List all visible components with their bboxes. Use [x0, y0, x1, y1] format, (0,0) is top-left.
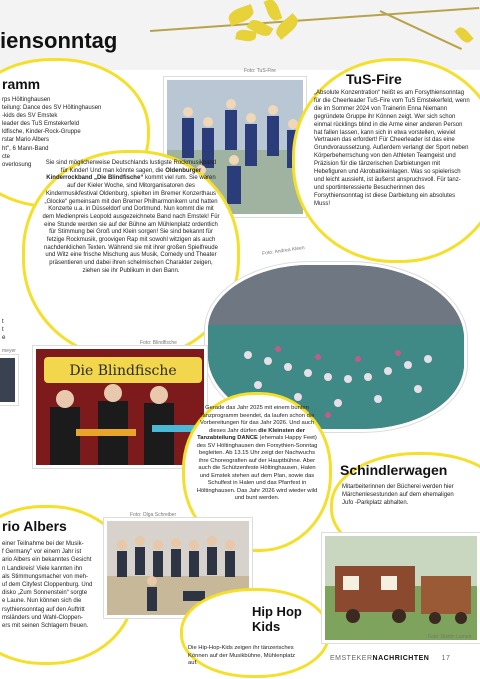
schindler-heading: Schindlerwagen [340, 462, 448, 478]
program-line: rstar Mario Albers [2, 137, 50, 144]
photo-credit: Foto: TuS-Fire [244, 68, 276, 74]
program-line: overlosung [2, 161, 32, 168]
blindfische-band-name: Oldenburger Kinderrockband „Die Blindfische“ [46, 167, 202, 182]
photo-credit: meyer [2, 348, 16, 354]
blossom-icon [235, 28, 257, 42]
page-footer [330, 655, 450, 662]
photo-credit: Foto: Blindfische [140, 340, 177, 346]
footer-brand-bold: NACHRICHTEN [372, 655, 430, 662]
dance-group-name: die Kleinsten der Tanzabteilung DANCE [197, 427, 306, 441]
tus-fire-text: „Absolute Konzentration“ heißt es am Forsythiensonntag für die Cheerleader TuS-Fire vom TuS Emstekerfeld, wenn die im Sommer 2024 von Trainerin Enna Niemann gegründete Gruppe ihr Können zeigt. Wer sich schon einmal rücklings blind in die Arme einer anderen Person hat fallen lassen, kann sich in etwa vorstellen, wieviel Vertrauen das erfordert! Für Cheerleader ist das eine Grundvoraussetzung. Außerdem verlangt der Sport neben Körperbeherrschung von den Athleten Teamgeist und Präzision für die tänzerischen Darbietungen mit Hebefiguren und Akrobatikeinlagen. Was so spielerisch und leicht aussieht, ist äußerst anspruchsvoll. Für tanz- und sportinteressierte Besucherinnen des Forsythiensonntag ist diese Darbietung ein absolutes Muss! [314, 90, 470, 207]
dance-text: Gerade das Jahr 2025 mit einem bunten Tanzprogramm beendet, da laufen schon die Vorbereitungen für das Jahr 2026. Und auch dieses Jahr dürfen die Kleinsten der Tanzabteilung DANCE (ehemals Happy Feet) des SV Höltinghausen den Forsythien-Sonntag begleiten. Ab 13.15 Uhr zeigt der Nachwuchs ihre Choreografien auf der Hauptbühne. Aber auch die Schützenfeste Höltinghausen, Halen und Emstek stehen auf dem Plan, sowie das Schulfest in Halen und das Pfarrfest in Höltinghausen. Das Jahr 2026 wird wieder wild und bunt werden. [196, 405, 318, 501]
hiphop-heading: Hip Hop Kids [252, 604, 302, 634]
branch-decoration [380, 10, 462, 50]
program-line: -kids des SV Emstek [2, 113, 58, 120]
branch-decoration [150, 7, 479, 32]
photo-credit: Foto: Martin Lamen [428, 634, 472, 640]
program-heading: ramm [2, 76, 41, 92]
mario-text: einer Teilnahme bei der Musik- f Germany" vor einem Jahr ist ario Albers ein bekanntes Gesicht n Landkreis! Viele kannten ihn als Stimmungsmacher von meh- uf dem Cityfest Cloppenburg. Und disko „Zum Sonnenstein“ sorgte e Laune. Nun können sich die rsythiensonntag auf den Auftritt msländers und Wahl-Cloppen- ers mit seinen Schlagern freuen. [2, 541, 93, 630]
program-line: ldfische, Kinder-Rock-Gruppe [2, 129, 81, 136]
program-line: leader des TuS Emstekerfeld [2, 121, 80, 128]
band-banner-text: Die Blindfische [69, 363, 177, 379]
blossom-icon [454, 25, 473, 45]
tus-fire-heading: TuS-Fire [346, 71, 402, 87]
footer-brand: EMSTEKER [330, 655, 373, 662]
schindler-text: Mitarbeiterinnen der Bücherei werden hier Märchenlesestunden auf dem ehemaligen Jufo -Parkplatz abhalten. [342, 484, 454, 506]
photo-credit: Foto: Andrea Kleen [261, 245, 306, 257]
program-line: rps Höltinghausen [2, 97, 51, 103]
page-title: iensonntag [0, 28, 118, 53]
mario-heading: rio Albers [2, 518, 67, 534]
cut-photo [0, 355, 18, 405]
blossom-icon [264, 0, 283, 22]
program-line: teilung: Dance des SV Höltinghausen [2, 105, 102, 112]
program-line: cte [2, 153, 11, 160]
photo-credit: Foto: Olga Schreiber [130, 512, 177, 518]
cut-text-fragment: t t e [2, 318, 6, 342]
hiphop-text: Die Hip-Hop-Kids zeigen ihr tänzerisches Können auf der Musikbühne, Mühlenplatz auf. [188, 645, 295, 667]
page-number: 17 [441, 655, 451, 662]
blindfische-text: Sie sind möglicherweise Deutschlands lustigste Rockmusikband für Kinder! Und man könnte sagen, die Oldenburger Kinderrockband „Die Blindfische“ kommt viel rum. Sie waren auf der Kieler Woche, sind Mitorganisatoren des Kindermusikfestival Oldenburg, spielten im Bremer Konzerthaus „Glocke“ gemeinsam mit den Bremer Philharmonikern und hatten Konzerte u.a. in Düsseldorf und Dortmund. Nun kommt die mit dem Medienpreis Leopold ausgezeichnete Band nach Emstek! Für eine Stunde werden sie auf der Bühne am Mühlenplatz ordentlich für Stimmung bei Groß und Klein sorgen! Sie sind bekannt für fetzige Rockmusik, groovigen Rap mit sowohl witzigen als auch nachdenklichen Texten. Während sie mit ihrer großen Spielfreude und Witz eine frische Mischung aus Musik, Comedy und Theater präsentieren und dabei ihren schelmischen Charakter zeigen, ziehen sie ihr Publikum in den Bann. [42, 160, 220, 274]
caravan-photo [322, 533, 480, 643]
program-line: ht", 6 Mann-Band [2, 145, 49, 152]
band-photo [33, 346, 207, 468]
